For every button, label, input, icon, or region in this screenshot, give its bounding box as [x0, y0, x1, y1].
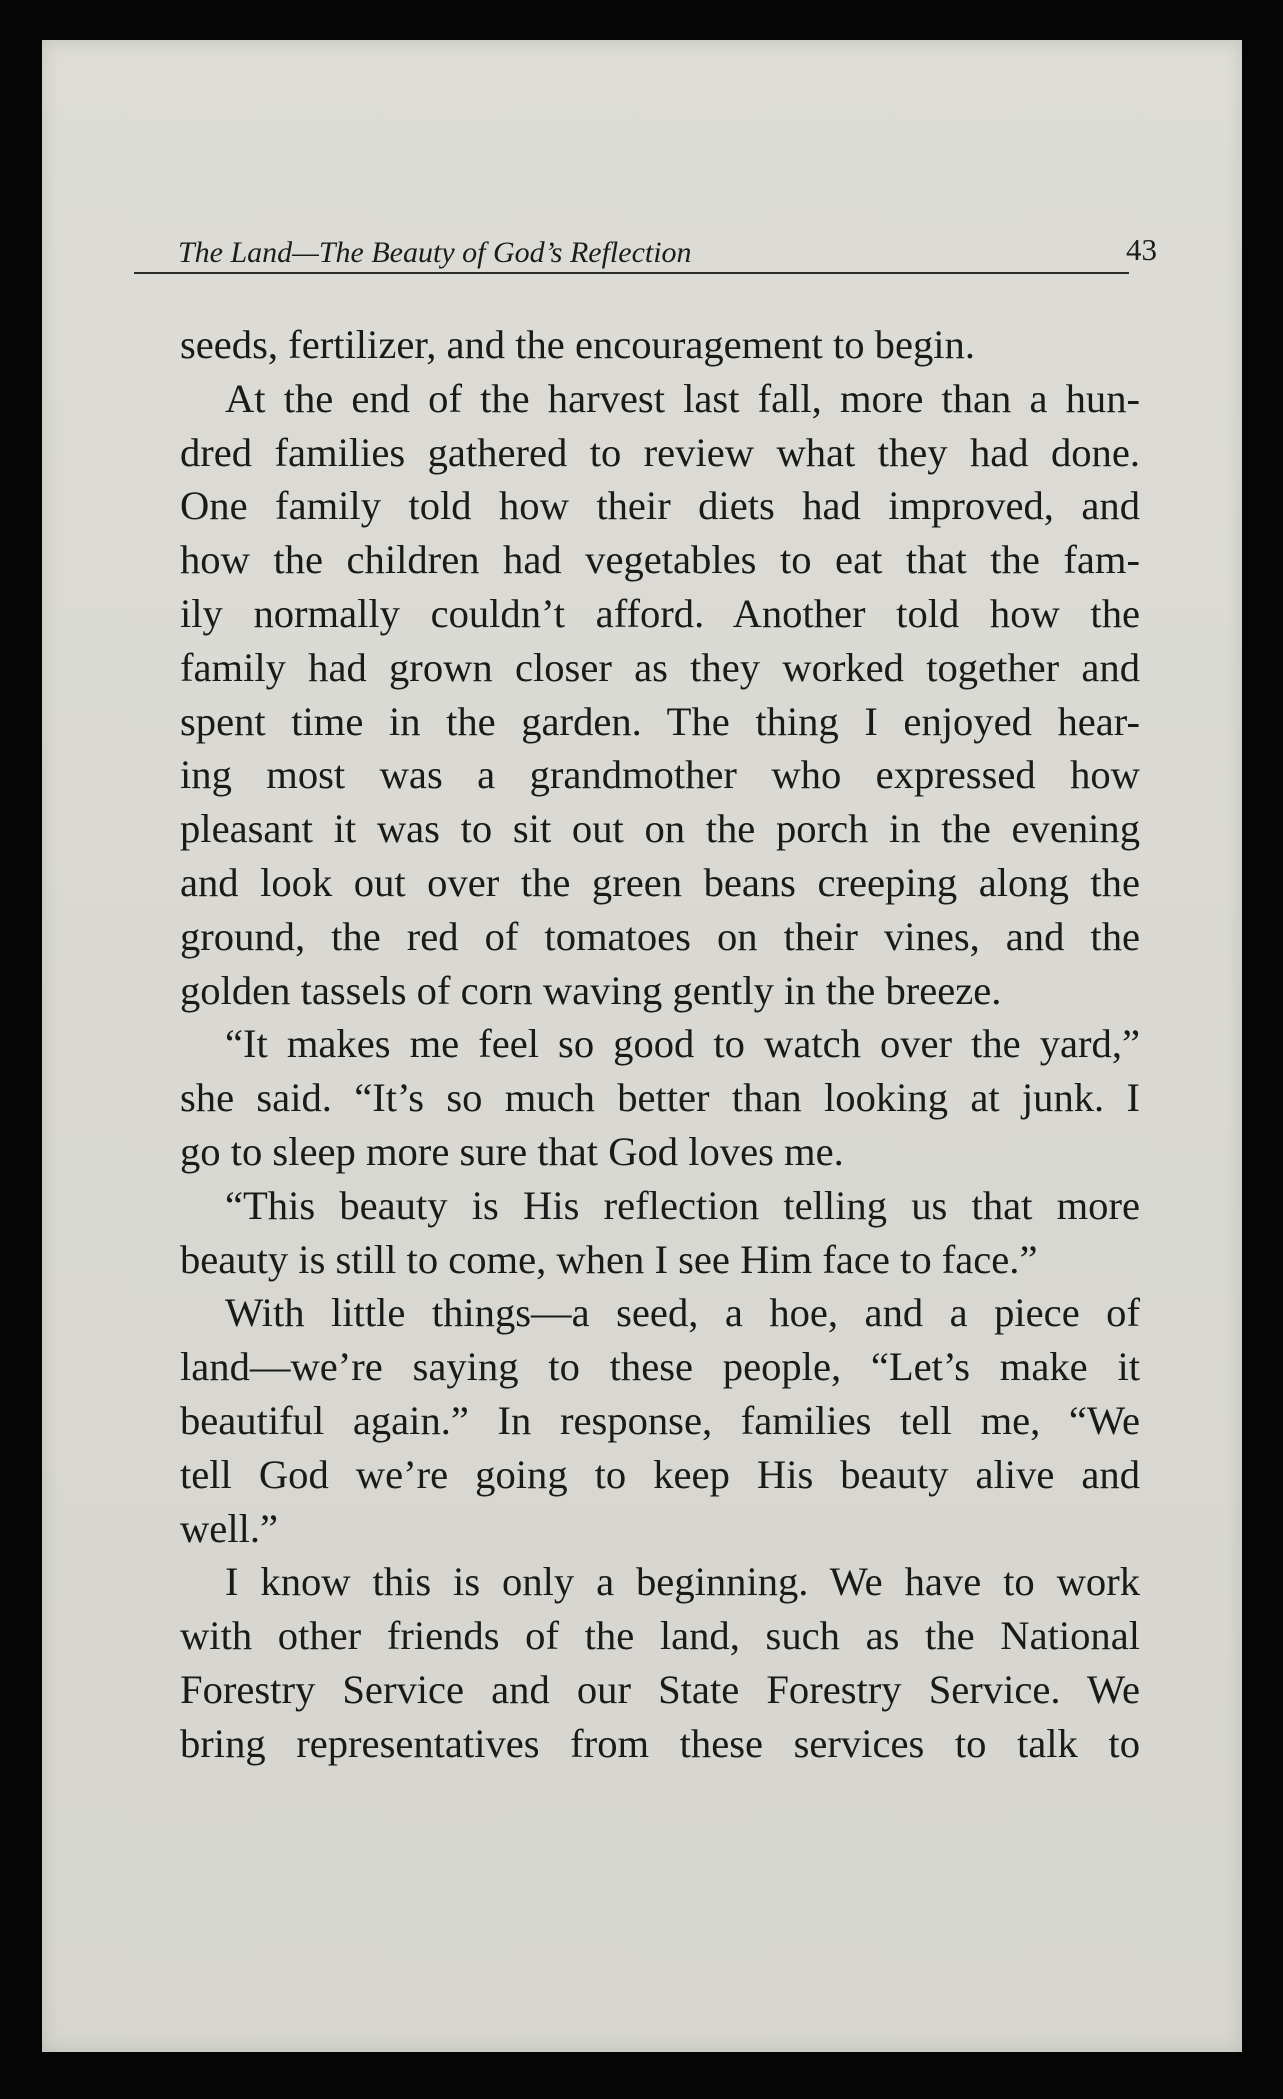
text-line: I know this is only a beginning. We have to work: [225, 1559, 1140, 1605]
body-text: [180, 318, 1140, 1771]
text-line: dred families gathered to review what they had done.: [180, 429, 1140, 475]
text-line: One family told how their diets had improved, and: [180, 483, 1140, 529]
text-line: well.”: [180, 1505, 279, 1551]
text-line: beauty is still to come, when I see Him face to face.”: [180, 1236, 1038, 1282]
text-line: pleasant it was to sit out on the porch in the evening: [180, 806, 1140, 852]
page-header: [134, 222, 1157, 274]
text-line: spent time in the garden. The thing I enjoyed hear-: [180, 698, 1140, 744]
text-line: go to sleep more sure that God loves me.: [180, 1128, 844, 1174]
text-line: At the end of the harvest last fall, more than a hun-: [225, 375, 1140, 421]
text-line: Forestry Service and our State Forestry Service. We: [180, 1666, 1140, 1712]
text-line: family had grown closer as they worked together and: [180, 644, 1140, 690]
text-line: ily normally couldn’t afford. Another told how the: [180, 590, 1140, 636]
text-line: seeds, fertilizer, and the encouragement to begin.: [180, 322, 975, 367]
text-line: and look out over the green beans creeping along the: [180, 859, 1140, 905]
text-line: tell God we’re going to keep His beauty alive and: [180, 1451, 1140, 1497]
text-line: ground, the red of tomatoes on their vines, and the: [180, 913, 1140, 959]
text-line: beautiful again.” In response, families tell me, “We: [180, 1397, 1140, 1443]
text-line: “This beauty is His reflection telling us that more: [225, 1182, 1140, 1228]
page-number: 43: [1126, 232, 1157, 267]
running-head: The Land—The Beauty of God’s Reflection: [178, 236, 692, 269]
text-line: how the children had vegetables to eat that the fam-: [180, 537, 1140, 583]
text-line: With little things—a seed, a hoe, and a piece of: [225, 1290, 1140, 1336]
text-line: golden tassels of corn waving gently in the breeze.: [180, 967, 1002, 1013]
text-line: land—we’re saying to these people, “Let’s make it: [180, 1344, 1140, 1390]
text-line: with other friends of the land, such as the National: [180, 1613, 1140, 1659]
text-line: she said. “It’s so much better than looking at junk. I: [180, 1075, 1140, 1121]
text-line: ing most was a grandmother who expressed how: [180, 752, 1140, 798]
text-line: “It makes me feel so good to watch over the yard,”: [225, 1021, 1140, 1067]
text-line: bring representatives from these services to talk to: [180, 1720, 1140, 1766]
